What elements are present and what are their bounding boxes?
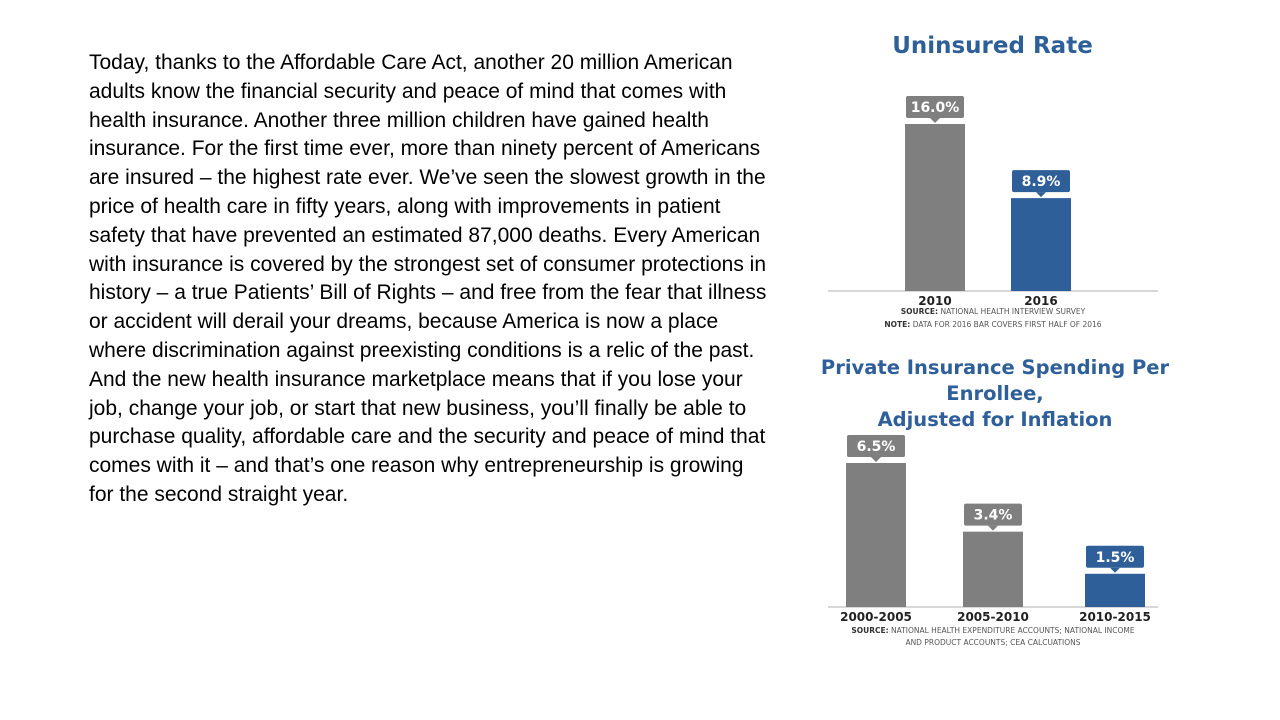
chart2-callout-pointer-0 bbox=[871, 457, 881, 462]
chart2-source-label: SOURCE: bbox=[851, 626, 889, 635]
chart1-source-label: SOURCE: bbox=[900, 307, 939, 316]
chart1-source-line bbox=[901, 307, 1086, 316]
chart1-source-text: NATIONAL HEALTH INTERVIEW SURVEY bbox=[940, 307, 1086, 316]
chart1-bar-0 bbox=[905, 124, 965, 291]
chart2-value-label-2: 1.5% bbox=[1095, 549, 1135, 566]
chart1-bar-1 bbox=[1011, 198, 1071, 291]
chart1-category-label-1: 2016 bbox=[1024, 294, 1058, 308]
chart1-note-text: DATA FOR 2016 BAR COVERS FIRST HALF OF 2016 bbox=[912, 320, 1102, 329]
chart1-callout-pointer-1 bbox=[1036, 192, 1046, 197]
chart2-category-label-2: 2010-2015 bbox=[1079, 610, 1151, 624]
chart-title-line-1: Private Insurance Spending Per Enrollee, bbox=[820, 356, 1170, 405]
chart1-value-label-1: 8.9% bbox=[1021, 174, 1061, 191]
chart1-value-label-0: 16.0% bbox=[910, 100, 960, 116]
chart2-category-label-1: 2005-2010 bbox=[957, 610, 1029, 624]
chart2-bar-2 bbox=[1085, 574, 1145, 607]
chart2-source-line bbox=[851, 626, 1135, 635]
chart1-category-label-0: 2010 bbox=[918, 294, 952, 308]
body-paragraph: Today, thanks to the Affordable Care Act, another 20 million American adults know the financial security and peace of mind that comes with health insurance. Another three million children have gained health insurance. For the first time ever, more than ninety percent of Americans are insured – the highest rate ever. We’ve seen the slowest growth in the price of health care in fifty years, along with improvements in patient safety that have prevented an estimated 87,000 deaths. Every American with insurance is covered by the strongest set of consumer protections in history – a true Patients’ Bill of Rights – and free from the fear that illness or accident will derail your dreams, because America is now a place where discrimination against preexisting conditions is a relic of the past. And the new health insurance marketplace means that if you lose your job, change your job, or start that new business, you’ll finally be able to purchase quality, affordable care and the security and peace of mind that comes with it – and that’s one reason why entrepreneurship is growing for the second straight year. bbox=[89, 51, 767, 506]
chart2-callout-pointer-1 bbox=[988, 526, 998, 531]
chart1-callout-pointer-0 bbox=[930, 118, 940, 123]
chart-private-insurance-spending bbox=[828, 435, 1158, 624]
chart2-category-label-0: 2000-2005 bbox=[840, 610, 912, 624]
chart2-bar-0 bbox=[846, 463, 906, 607]
chart1-note-line bbox=[884, 320, 1101, 329]
chart2-source-text: NATIONAL HEALTH EXPENDITURE ACCOUNTS; NATIONAL INCOME bbox=[891, 626, 1135, 635]
chart-title-line-2: Adjusted for Inflation bbox=[877, 408, 1113, 431]
chart-title-uninsured-rate: Uninsured Rate bbox=[892, 33, 1093, 59]
chart2-value-label-1: 3.4% bbox=[973, 507, 1013, 524]
chart1-note-label: NOTE: bbox=[884, 320, 911, 329]
chart2-bar-1 bbox=[963, 532, 1023, 607]
chart2-value-label-0: 6.5% bbox=[856, 439, 896, 455]
chart-uninsured-rate bbox=[828, 96, 1158, 308]
chart2-callout-pointer-2 bbox=[1110, 568, 1120, 573]
chart2-source-text-2: AND PRODUCT ACCOUNTS; CEA CALCUATIONS bbox=[905, 638, 1081, 647]
